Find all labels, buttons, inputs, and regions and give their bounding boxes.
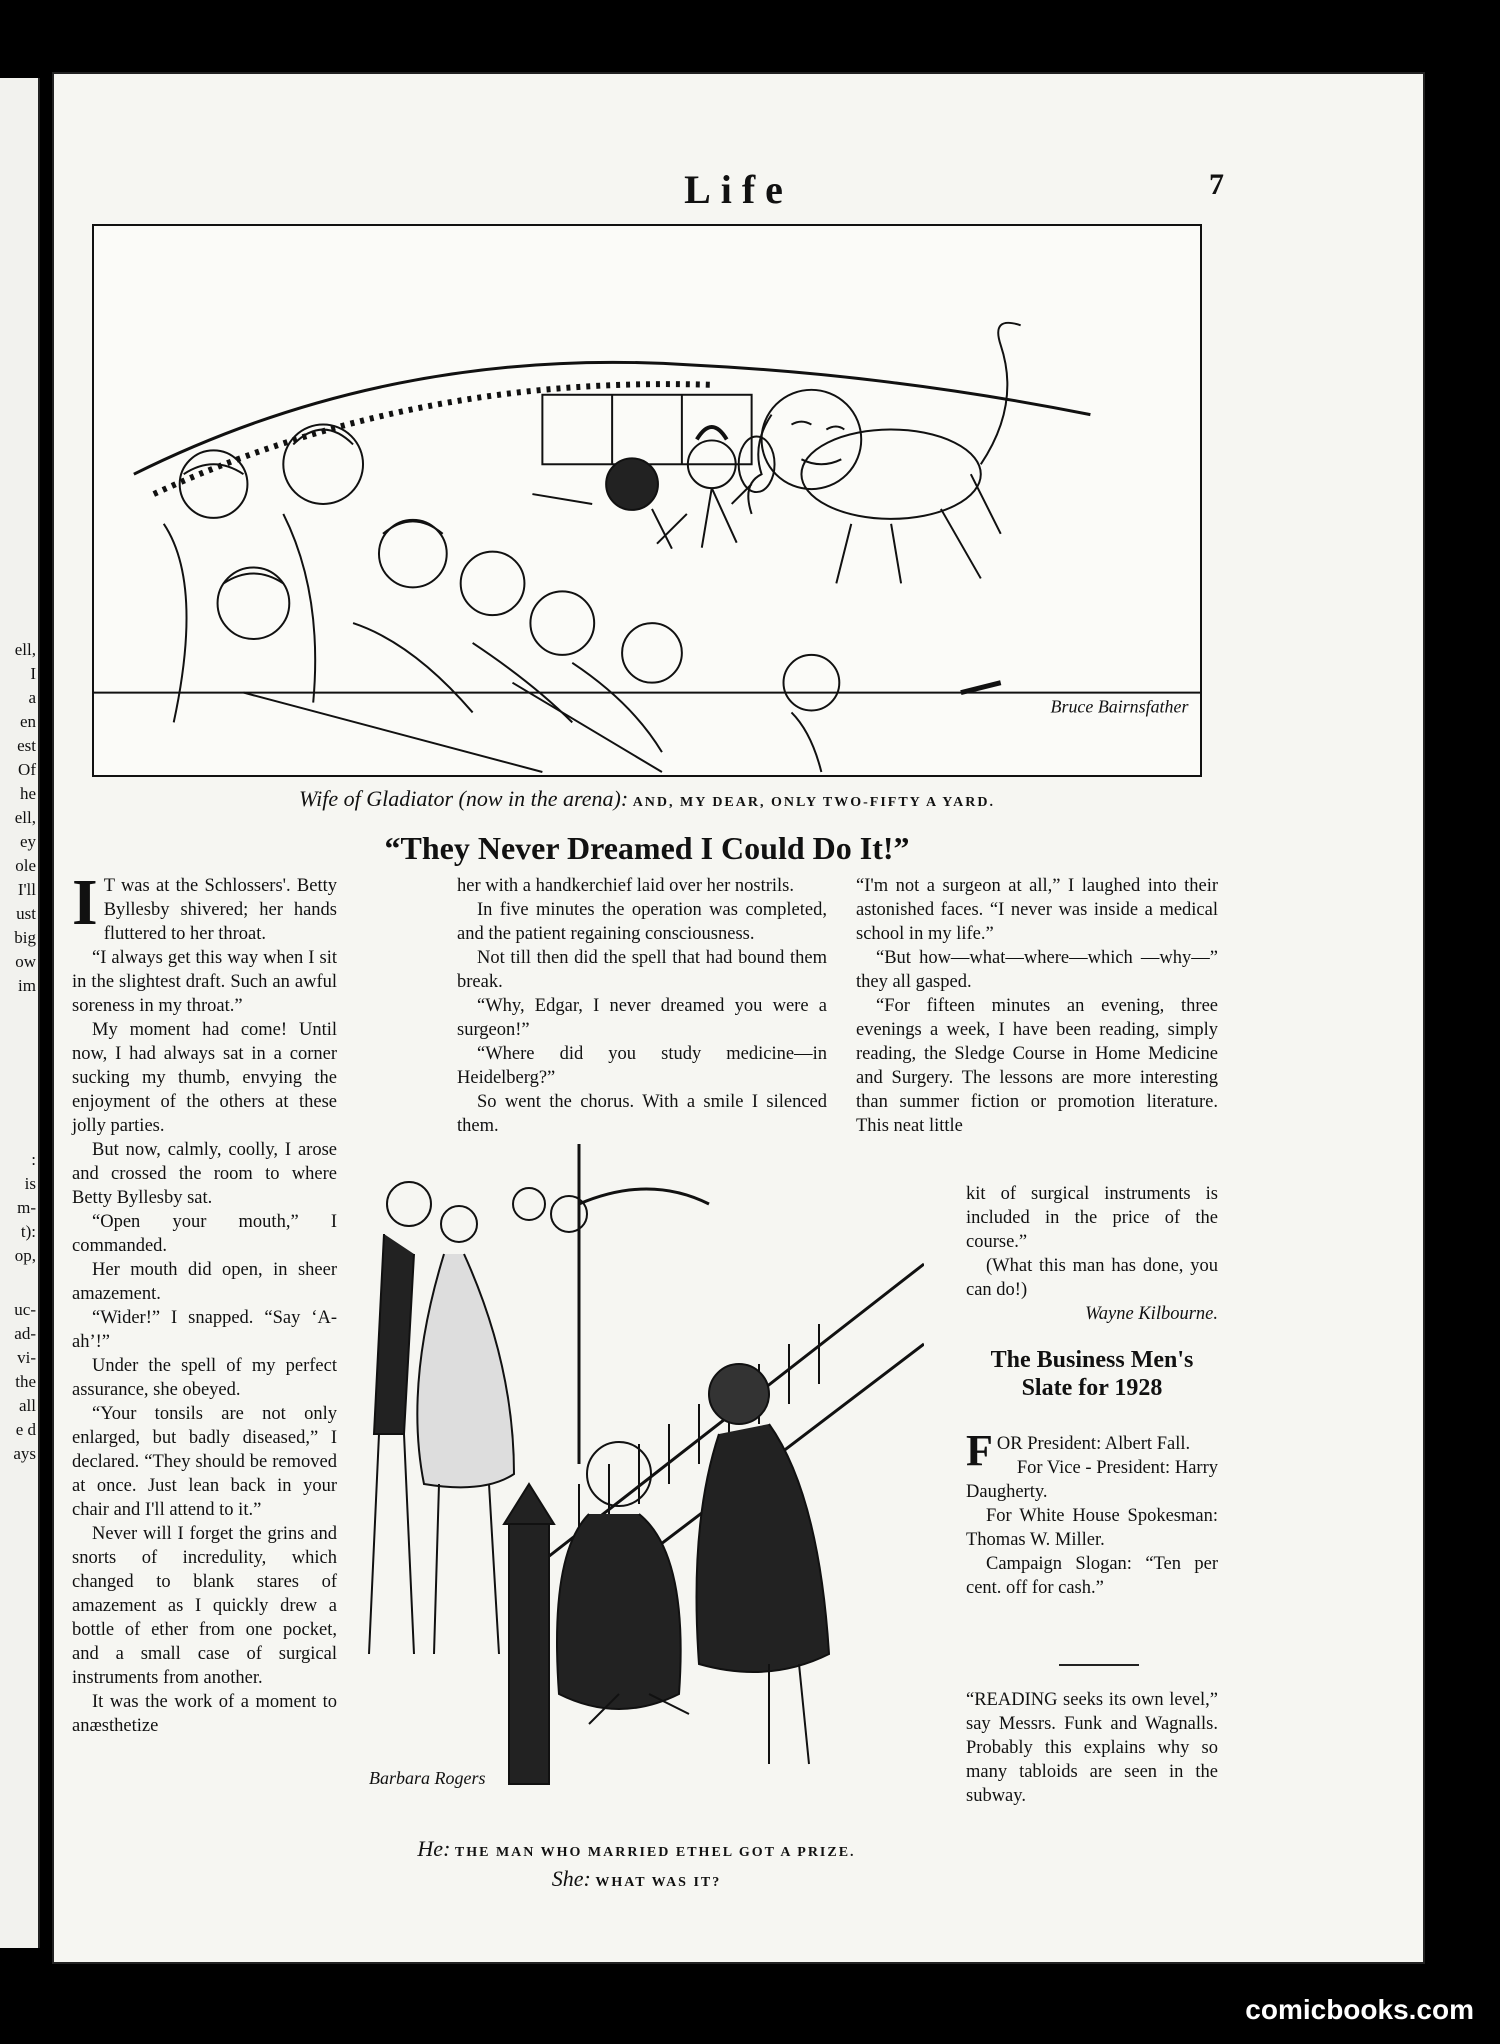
article-column-1 <box>72 866 337 1738</box>
adjacent-page-fragment: ey <box>19 832 36 851</box>
adjacent-page-fragment: a <box>28 688 36 707</box>
caption-he-text: THE MAN WHO MARRIED ETHEL GOT A PRIZE. <box>454 1845 856 1860</box>
article-headline: “They Never Dreamed I Could Do It!” <box>384 830 910 866</box>
article-paragraph: “For fifteen minutes an evening, three evenings a week, I have been reading, simply reading, the Sledge Course in Home Medicine and Surgery. The lessons are more interesting than summer fiction or promotion literature. This neat little <box>856 996 1218 1136</box>
byline: Wayne Kilbourne. <box>1085 1304 1218 1324</box>
adjacent-page-edge <box>0 78 40 1948</box>
cartoon-signature-2: Barbara Rogers <box>369 1768 486 1788</box>
article-paragraph: “Why, Edgar, I never dreamed you were a surgeon!” <box>457 996 827 1040</box>
article-paragraph: “Your tonsils are not only enlarged, but badly diseased,” I declared. “They should be removed at once. Just lean back in your chair and I'll attend to it.” <box>72 1404 337 1520</box>
sidebar-title: The Business Men's Slate for 1928 <box>990 1347 1194 1401</box>
adjacent-page-fragment: e d <box>15 1420 36 1439</box>
article-paragraph: “I always get this way when I sit in the slightest draft. Such an awful soreness in my throat.” <box>72 948 337 1016</box>
article-paragraph: But now, calmly, coolly, I arose and crossed the room to where Betty Byllesby sat. <box>72 1140 337 1208</box>
article-paragraph: Her mouth did open, in sheer amazement. <box>72 1260 337 1304</box>
article-column-2 <box>457 874 827 1138</box>
adjacent-page-fragment: uc- <box>14 1300 36 1319</box>
article-paragraph: “Where did you study medicine—in Heidelberg?” <box>457 1044 827 1088</box>
article-paragraph: “Wider!” I snapped. “Say ‘A-ah’!” <box>72 1308 337 1352</box>
adjacent-page-fragment: all <box>19 1396 36 1415</box>
adjacent-page-fragment: I <box>30 664 36 683</box>
adjacent-page-fragment: Of <box>18 760 36 779</box>
adjacent-page-fragment: im <box>18 976 36 995</box>
caption-he: He: <box>417 1836 451 1861</box>
adjacent-page-fragment: is <box>24 1174 36 1193</box>
caption-text: AND, MY DEAR, ONLY TWO-FIFTY A YARD. <box>632 795 995 810</box>
adjacent-page-fragment: ell, <box>14 640 36 659</box>
article-column-3-continued <box>966 1182 1218 1326</box>
caption-speaker: Wife of Gladiator (now in the arena): <box>299 786 629 811</box>
adjacent-page-fragment: ell, <box>14 808 36 827</box>
watermark: comicbooks.com <box>1245 1994 1474 2025</box>
article-paragraph: Not till then did the spell that had bound them break. <box>457 948 827 992</box>
adjacent-page-fragment: ad- <box>14 1324 36 1343</box>
article-paragraph: Never will I forget the grins and snorts of incredulity, which changed to blank stares of amazement as I quickly drew a bottle of ether from one pocket, and a small case of surgical instruments from another. <box>72 1524 337 1688</box>
sidebar-drop-cap: F <box>966 1426 993 1475</box>
adjacent-page-fragment: ust <box>16 904 36 923</box>
adjacent-page-fragment: m- <box>17 1198 36 1217</box>
cartoon-caption-top <box>92 786 1202 812</box>
caption-she: She: <box>551 1866 591 1891</box>
divider-rule <box>1059 1664 1139 1666</box>
cartoon-caption-bottom <box>349 1836 924 1896</box>
adjacent-page-fragment: big <box>14 928 36 947</box>
drop-cap: I <box>72 866 98 939</box>
article-paragraph: It was the work of a moment to anæsthetize <box>72 1692 337 1736</box>
slate-item: For Vice - President: Harry Daugherty. <box>966 1458 1218 1502</box>
party-cartoon <box>349 1144 924 1824</box>
slate-item: OR President: Albert Fall. <box>996 1434 1191 1454</box>
article-paragraph: (What this man has done, you can do!) <box>966 1256 1218 1300</box>
gladiator-cartoon <box>92 224 1202 777</box>
cartoon-signature: Bruce Bairnsfather <box>1050 696 1189 717</box>
adjacent-page-fragment: t): <box>20 1222 36 1241</box>
adjacent-page-fragment: he <box>19 784 36 803</box>
page-number: 7 <box>1209 168 1224 201</box>
article-paragraph: “I'm not a surgeon at all,” I laughed into their astonished faces. “I never was inside a medical school in my life.” <box>856 876 1218 944</box>
article-paragraph: kit of surgical instruments is included in the price of the course.” <box>966 1184 1218 1252</box>
masthead-title: Life <box>684 167 793 212</box>
slate-item: For White House Spokesman: Thomas W. Miller. <box>966 1506 1218 1550</box>
caption-she-text: WHAT WAS IT? <box>595 1875 722 1890</box>
sidebar-slate <box>966 1426 1218 1600</box>
adjacent-page-fragment: en <box>19 712 36 731</box>
article-paragraph: So went the chorus. With a smile I silenced them. <box>457 1092 827 1136</box>
article-paragraph: My moment had come! Until now, I had always sat in a corner sucking my thumb, envying the enjoyment of the others at these jolly parties. <box>72 1020 337 1136</box>
article-paragraph: “But how—what—where—which —why—” they all gasped. <box>856 948 1218 992</box>
magazine-page <box>52 72 1425 1964</box>
slate-item: Campaign Slogan: “Ten per cent. off for cash.” <box>966 1554 1218 1598</box>
article-paragraph: In five minutes the operation was completed, and the patient regaining consciousness. <box>457 900 827 944</box>
adjacent-page-fragment: : <box>31 1150 36 1169</box>
article-paragraph: “Open your mouth,” I commanded. <box>72 1212 337 1256</box>
article-paragraph: T was at the Schlossers'. Betty Byllesby shivered; her hands fluttered to her throat. <box>103 876 337 944</box>
adjacent-page-fragment: I'll <box>17 880 36 899</box>
adjacent-page-fragment: ow <box>15 952 36 971</box>
adjacent-page-fragment: est <box>17 736 36 755</box>
adjacent-page-fragment: ays <box>13 1444 36 1463</box>
adjacent-page-fragment: vi- <box>17 1348 36 1367</box>
article-paragraph: Under the spell of my perfect assurance, she obeyed. <box>72 1356 337 1400</box>
article-paragraph: her with a handkerchief laid over her nostrils. <box>457 876 794 896</box>
adjacent-page-fragment: ole <box>15 856 36 875</box>
article-column-3 <box>856 874 1218 1138</box>
reading-item: “READING seeks its own level,” say Messrs. Funk and Wagnalls. Probably this explains why so many tabloids are seen in the subway. <box>966 1690 1218 1806</box>
adjacent-page-fragment: op, <box>14 1246 36 1265</box>
adjacent-page-fragment: the <box>15 1372 36 1391</box>
